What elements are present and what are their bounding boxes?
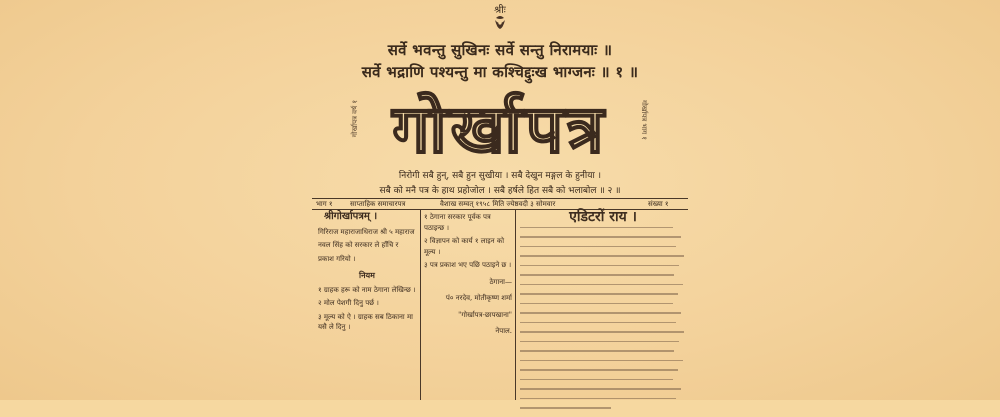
text-line (520, 331, 684, 333)
tagline-line-1: निरोगी सबै हुन्, सबै हुन सुखीया । सबै देखुन मङ्गल के हुनीया । (398, 171, 602, 181)
paragraph: ३ पत्र प्रकाश भए पछि पठाइने छ । (424, 261, 512, 269)
text-line (520, 341, 679, 343)
verse-line-1: सर्वे भवन्तु सुखिनः सर्वे सन्तु निरामयाः ॥ (387, 41, 613, 59)
text-line (520, 293, 678, 295)
verse-line-2: सर्वे भद्राणि पश्यन्तु मा कश्चिद्दुःख भाग्जनः ॥ १ ॥ (361, 63, 639, 81)
volume-label: भाग १ (316, 200, 333, 208)
paragraph: ३ मूल्य को ऐ । ग्राहक सब ठिकाना मा यसै ले दिनु । (318, 312, 413, 331)
rule-item: १ ग्राहक हरू को नाम ठेगाना लेखिन्छ । (318, 285, 416, 294)
signature-line: पं० नरदेव, मोतीकृष्ण शर्मा (445, 294, 512, 302)
text-line (520, 388, 681, 390)
paragraph: प्रकाश गरियो । (318, 254, 356, 263)
text-line (520, 265, 679, 267)
text-line (520, 227, 673, 229)
text-line (520, 312, 681, 314)
text-line (520, 274, 674, 276)
invocation: श्रीः (494, 5, 506, 16)
text-line (520, 284, 683, 286)
text-line (520, 322, 676, 324)
column-1-heading: श्रीगोर्खापत्रम् । (324, 211, 378, 222)
paragraph: गिरिराज महाराजाधिराज श्री ५ महाराज (318, 227, 415, 236)
text-line (520, 246, 676, 248)
rule-item: २ मोल पेशगी दिनु पर्छ । (318, 299, 379, 307)
text-line (520, 255, 684, 257)
text-line (520, 407, 611, 409)
info-bar (312, 199, 688, 209)
signature-line: "गोर्खापत्र-छापखाना" (458, 310, 512, 319)
editorial-heading: एडिटरों राय । (569, 209, 637, 225)
column-3 (520, 209, 686, 417)
paragraph: १ ठेगाना सरकार पूर्वक पत्र पठाइन्छ । (424, 213, 491, 232)
paragraph: नवल सिंह को सरकार ले हाँचि र (318, 241, 399, 249)
text-line (520, 360, 683, 362)
frequency-label: साप्ताहिक समाचारपत्र (350, 200, 406, 208)
text-line (520, 369, 678, 371)
issue-label: संख्या १ (648, 200, 669, 208)
side-note-right: गोर्खापत्र भाग १ (640, 100, 648, 140)
column-divider-2 (515, 210, 516, 400)
om-symbol-icon (300, 14, 700, 34)
signature-label: ठेगाना— (489, 277, 512, 286)
rules-heading: नियम (359, 270, 375, 280)
paragraph: २ विज्ञापन को कार्य १ लाइन को मूल्य । (424, 237, 505, 256)
masthead-title: गोर्खापत्र (392, 90, 608, 168)
text-line (520, 236, 681, 238)
column-2 (424, 212, 512, 340)
text-line (520, 303, 673, 305)
text-line (520, 398, 676, 400)
tagline-line-2: सबै को मनै पत्र के हाथ प्रहोजोल । सबै हर्षले हित सबै को भलाबोल ॥ २ ॥ (379, 186, 621, 196)
side-note-left: गोर्खापत्र वर्ष १ (351, 100, 359, 138)
text-line (520, 379, 673, 381)
editorial-text-block (520, 227, 686, 409)
text-line (520, 350, 674, 352)
column-1 (318, 212, 416, 336)
column-divider-1 (420, 210, 421, 400)
signature-line: नेपाल. (495, 327, 512, 335)
date-label: वैशाख सम्वत् १९५८ मिति ज्येष्ठवदी ३ सोमवार (440, 200, 556, 208)
